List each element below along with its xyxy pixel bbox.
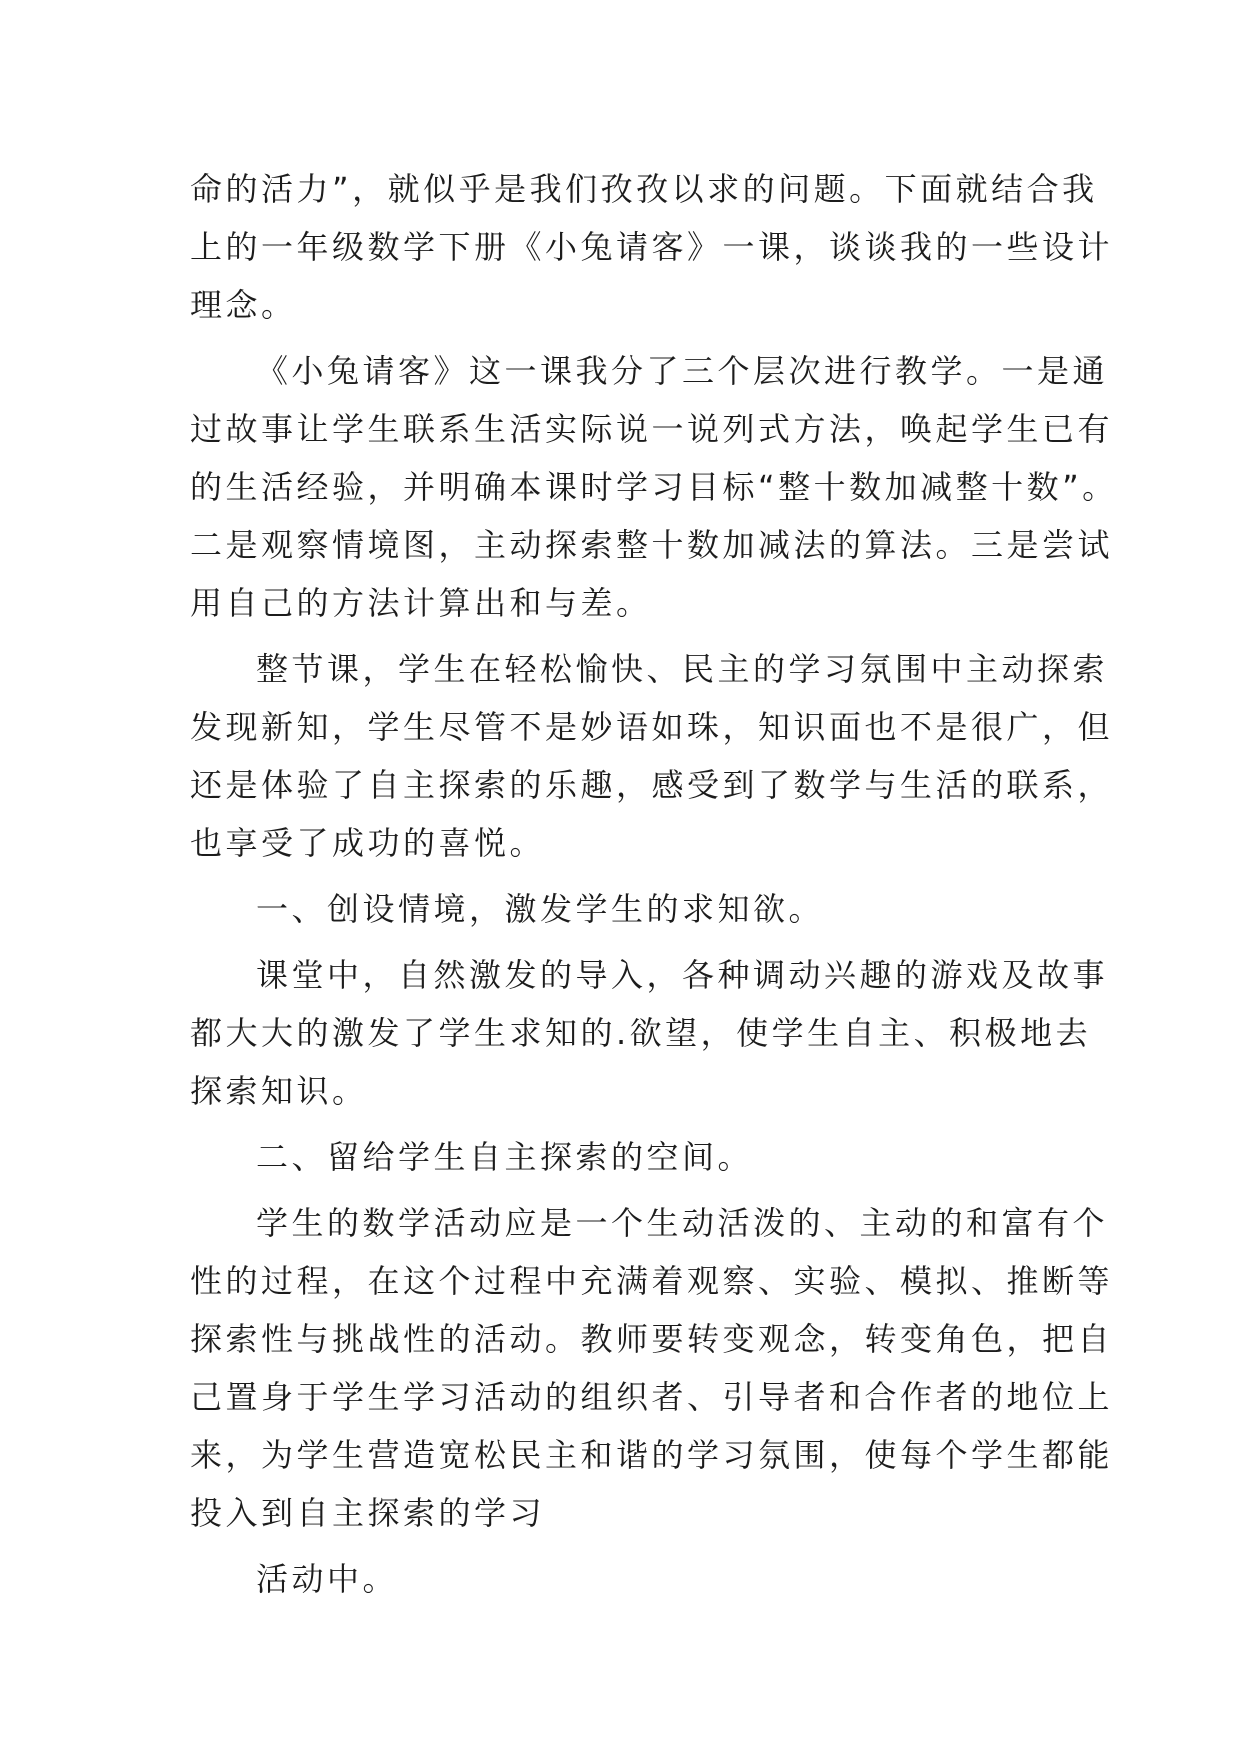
- text-line: 用自己的方法计算出和与差。: [190, 584, 652, 622]
- section-heading-1: 一、创设情境，激发学生的求知欲。: [256, 890, 825, 928]
- text-line: 过故事让学生联系生活实际说一说列式方法，唤起学生已有: [190, 410, 1114, 448]
- paragraph-continuation-line: 活动中。: [256, 1560, 399, 1598]
- text-line: 来，为学生营造宽松民主和谐的学习氛围，使每个学生都能: [190, 1436, 1114, 1474]
- text-line: 上的一年级数学下册《小兔请客》一课，谈谈我的一些设计: [190, 228, 1114, 266]
- text-line: 都大大的激发了学生求知的.欲望，使学生自主、积极地去: [190, 1014, 1092, 1052]
- text-line: 投入到自主探索的学习: [190, 1494, 546, 1532]
- text-line: 己置身于学生学习活动的组织者、引导者和合作者的地位上: [190, 1378, 1114, 1416]
- text-line: 性的过程，在这个过程中充满着观察、实验、模拟、推断等: [190, 1262, 1114, 1300]
- paragraph-first-line: 整节课，学生在轻松愉快、民主的学习氛围中主动探索: [256, 650, 1109, 688]
- text-line: 探索性与挑战性的活动。教师要转变观念，转变角色，把自: [190, 1320, 1114, 1358]
- paragraph-first-line: 学生的数学活动应是一个生动活泼的、主动的和富有个: [256, 1204, 1109, 1242]
- text-line: 发现新知，学生尽管不是妙语如珠，知识面也不是很广，但: [190, 708, 1114, 746]
- text-line: 探索知识。: [190, 1072, 368, 1110]
- text-line: 二是观察情境图，主动探索整十数加减法的算法。三是尝试: [190, 526, 1114, 564]
- section-heading-2: 二、留给学生自主探索的空间。: [256, 1138, 754, 1176]
- text-line: 的生活经验，并明确本课时学习目标“整十数加减整十数”。: [190, 468, 1118, 506]
- paragraph-first-line: 《小兔请客》这一课我分了三个层次进行教学。一是通: [256, 352, 1109, 390]
- document-body: [190, 160, 1118, 1608]
- text-line: 还是体验了自主探索的乐趣，感受到了数学与生活的联系，: [190, 766, 1114, 804]
- paragraph-first-line: 课堂中，自然激发的导入，各种调动兴趣的游戏及故事: [256, 956, 1109, 994]
- text-line: 理念。: [190, 286, 297, 324]
- text-line: 也享受了成功的喜悦。: [190, 824, 546, 862]
- text-line: 命的活力”，就似乎是我们孜孜以求的问题。下面就结合我: [190, 170, 1098, 208]
